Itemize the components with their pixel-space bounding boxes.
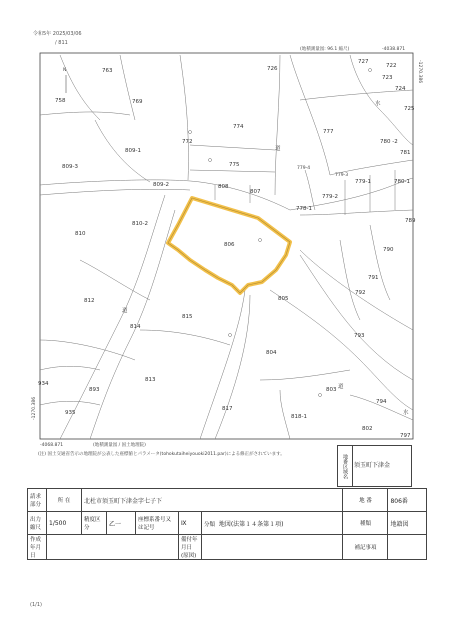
road-label-1: 道: [275, 146, 281, 152]
shubetsu-label: 種類: [343, 512, 388, 535]
parcel-934: 934: [38, 381, 49, 387]
coord-top-right: -4038.871: [382, 47, 406, 52]
parcel-781: 781: [400, 150, 411, 156]
water-label-2: 水: [403, 410, 409, 416]
bunrui-value: 地図(法第１４条第１項): [218, 520, 284, 528]
parcel-790: 790: [383, 247, 394, 253]
shukushaku-label: 出力縮尺: [28, 512, 47, 535]
water-label-1: 水: [375, 101, 381, 107]
side-left-coord: -1270.386: [32, 396, 37, 420]
parcel-792: 792: [355, 290, 366, 296]
parcel-809-3: 809-3: [62, 164, 78, 170]
chiban-value: 806番: [388, 489, 427, 512]
parcel-893: 893: [89, 387, 100, 393]
parcel-794: 794: [376, 399, 387, 405]
coord-bottom-left: -4068.871: [40, 443, 64, 448]
parcel-809-1: 809-1: [125, 148, 141, 154]
parcel-818-1: 818-1: [291, 414, 307, 420]
zahyo-value: Ⅸ: [179, 512, 202, 535]
svg-text:N: N: [63, 68, 67, 73]
hokaku-label: 補記事項: [343, 535, 388, 560]
parcel-779-3: 779-3: [335, 173, 349, 178]
north-arrow-icon: [63, 67, 66, 93]
parcel-805: 805: [278, 296, 289, 302]
map-note: (注) 国土交通省告示の地理院が公表した座標値とパラメータ(tohokutaiheiyouoki2011.par)による修正がされています。: [38, 452, 285, 457]
parcel-777: 777: [323, 129, 334, 135]
map-legend: (地積測量図 / 国土地理院): [93, 443, 146, 448]
shozai-label: 所 在: [47, 489, 82, 512]
hokaku-value: [388, 535, 427, 560]
parcel-808: 808: [218, 184, 229, 190]
shukushaku-value: 1/500: [47, 512, 82, 535]
district-box: [337, 445, 412, 487]
side-right-coord: -1270.386: [417, 60, 422, 84]
parcel-780-1: 780-1: [394, 179, 410, 185]
district-value: 須玉町下津金: [354, 462, 391, 469]
seido-value: 乙一: [107, 512, 136, 535]
parcel-779-1: 779-1: [355, 179, 371, 185]
parcel-802: 802: [362, 426, 373, 432]
parcel-779-2: 779-2: [322, 194, 338, 200]
shubetsu-value: 地籍図: [388, 512, 427, 535]
parcel-817: 817: [222, 406, 233, 412]
road-label-3: 道: [338, 384, 344, 390]
parcel-793: 793: [354, 333, 365, 339]
parcel-812: 812: [84, 298, 95, 304]
parcel-810: 810: [75, 231, 86, 237]
parcel-772: 772: [182, 139, 193, 145]
parcel-758: 758: [55, 98, 66, 104]
road-label-2: 道: [122, 308, 128, 314]
bihoki-value: [202, 535, 343, 560]
page-ref: / 811: [55, 40, 68, 46]
zahyo-label: 座標系番号又は記号: [136, 512, 179, 535]
page-number: (1/1): [30, 602, 42, 608]
bunrui-label: 分類: [204, 521, 216, 528]
info-table: [27, 488, 427, 560]
parcel-726: 726: [267, 66, 278, 72]
parcel-727: 727: [358, 59, 369, 65]
parcel-810-2: 810-2: [132, 221, 148, 227]
parcel-775: 775: [229, 162, 240, 168]
district-title: 地番区域名: [338, 446, 353, 486]
sakusei-value: [47, 535, 179, 560]
parcel-815: 815: [182, 314, 193, 320]
parcel-769: 769: [132, 99, 143, 105]
shozai-value: 北杜市須玉町下津金字七子下: [82, 489, 343, 512]
bihoki-label: 備付年月日(原図): [179, 535, 202, 560]
parcel-935: 935: [65, 410, 76, 416]
parcel-806: 806: [224, 242, 235, 248]
seido-label: 精度区分: [82, 512, 107, 535]
parcel-725: 725: [404, 106, 415, 112]
map-scale-title: (地積測量図: 96.1 縮尺): [300, 47, 350, 52]
timestamp: 令和5年 2025/03/06: [33, 31, 82, 37]
parcel-803: 803: [326, 387, 337, 393]
parcel-807: 807: [250, 189, 261, 195]
parcel-779-4: 779-4: [297, 166, 311, 171]
sakusei-label: 作成年月日: [28, 535, 47, 560]
parcel-813: 813: [145, 377, 156, 383]
parcel-814: 814: [130, 324, 141, 330]
parcel-797: 797: [400, 433, 411, 439]
parcel-789: 789: [405, 218, 416, 224]
parcel-778-1: 778-1: [296, 206, 312, 212]
parcel-809-2: 809-2: [153, 182, 169, 188]
parcel-723: 723: [382, 75, 393, 81]
parcel-791: 791: [368, 275, 379, 281]
chiban-label: 地 番: [343, 489, 388, 512]
parcel-804: 804: [266, 350, 277, 356]
parcel-780-2: 780 -2: [380, 139, 398, 145]
parcel-724: 724: [395, 86, 406, 92]
parcel-774: 774: [233, 124, 244, 130]
parcel-722: 722: [386, 63, 397, 69]
parcel-763: 763: [102, 68, 113, 74]
seikyu-label: 請求部分: [28, 489, 47, 512]
